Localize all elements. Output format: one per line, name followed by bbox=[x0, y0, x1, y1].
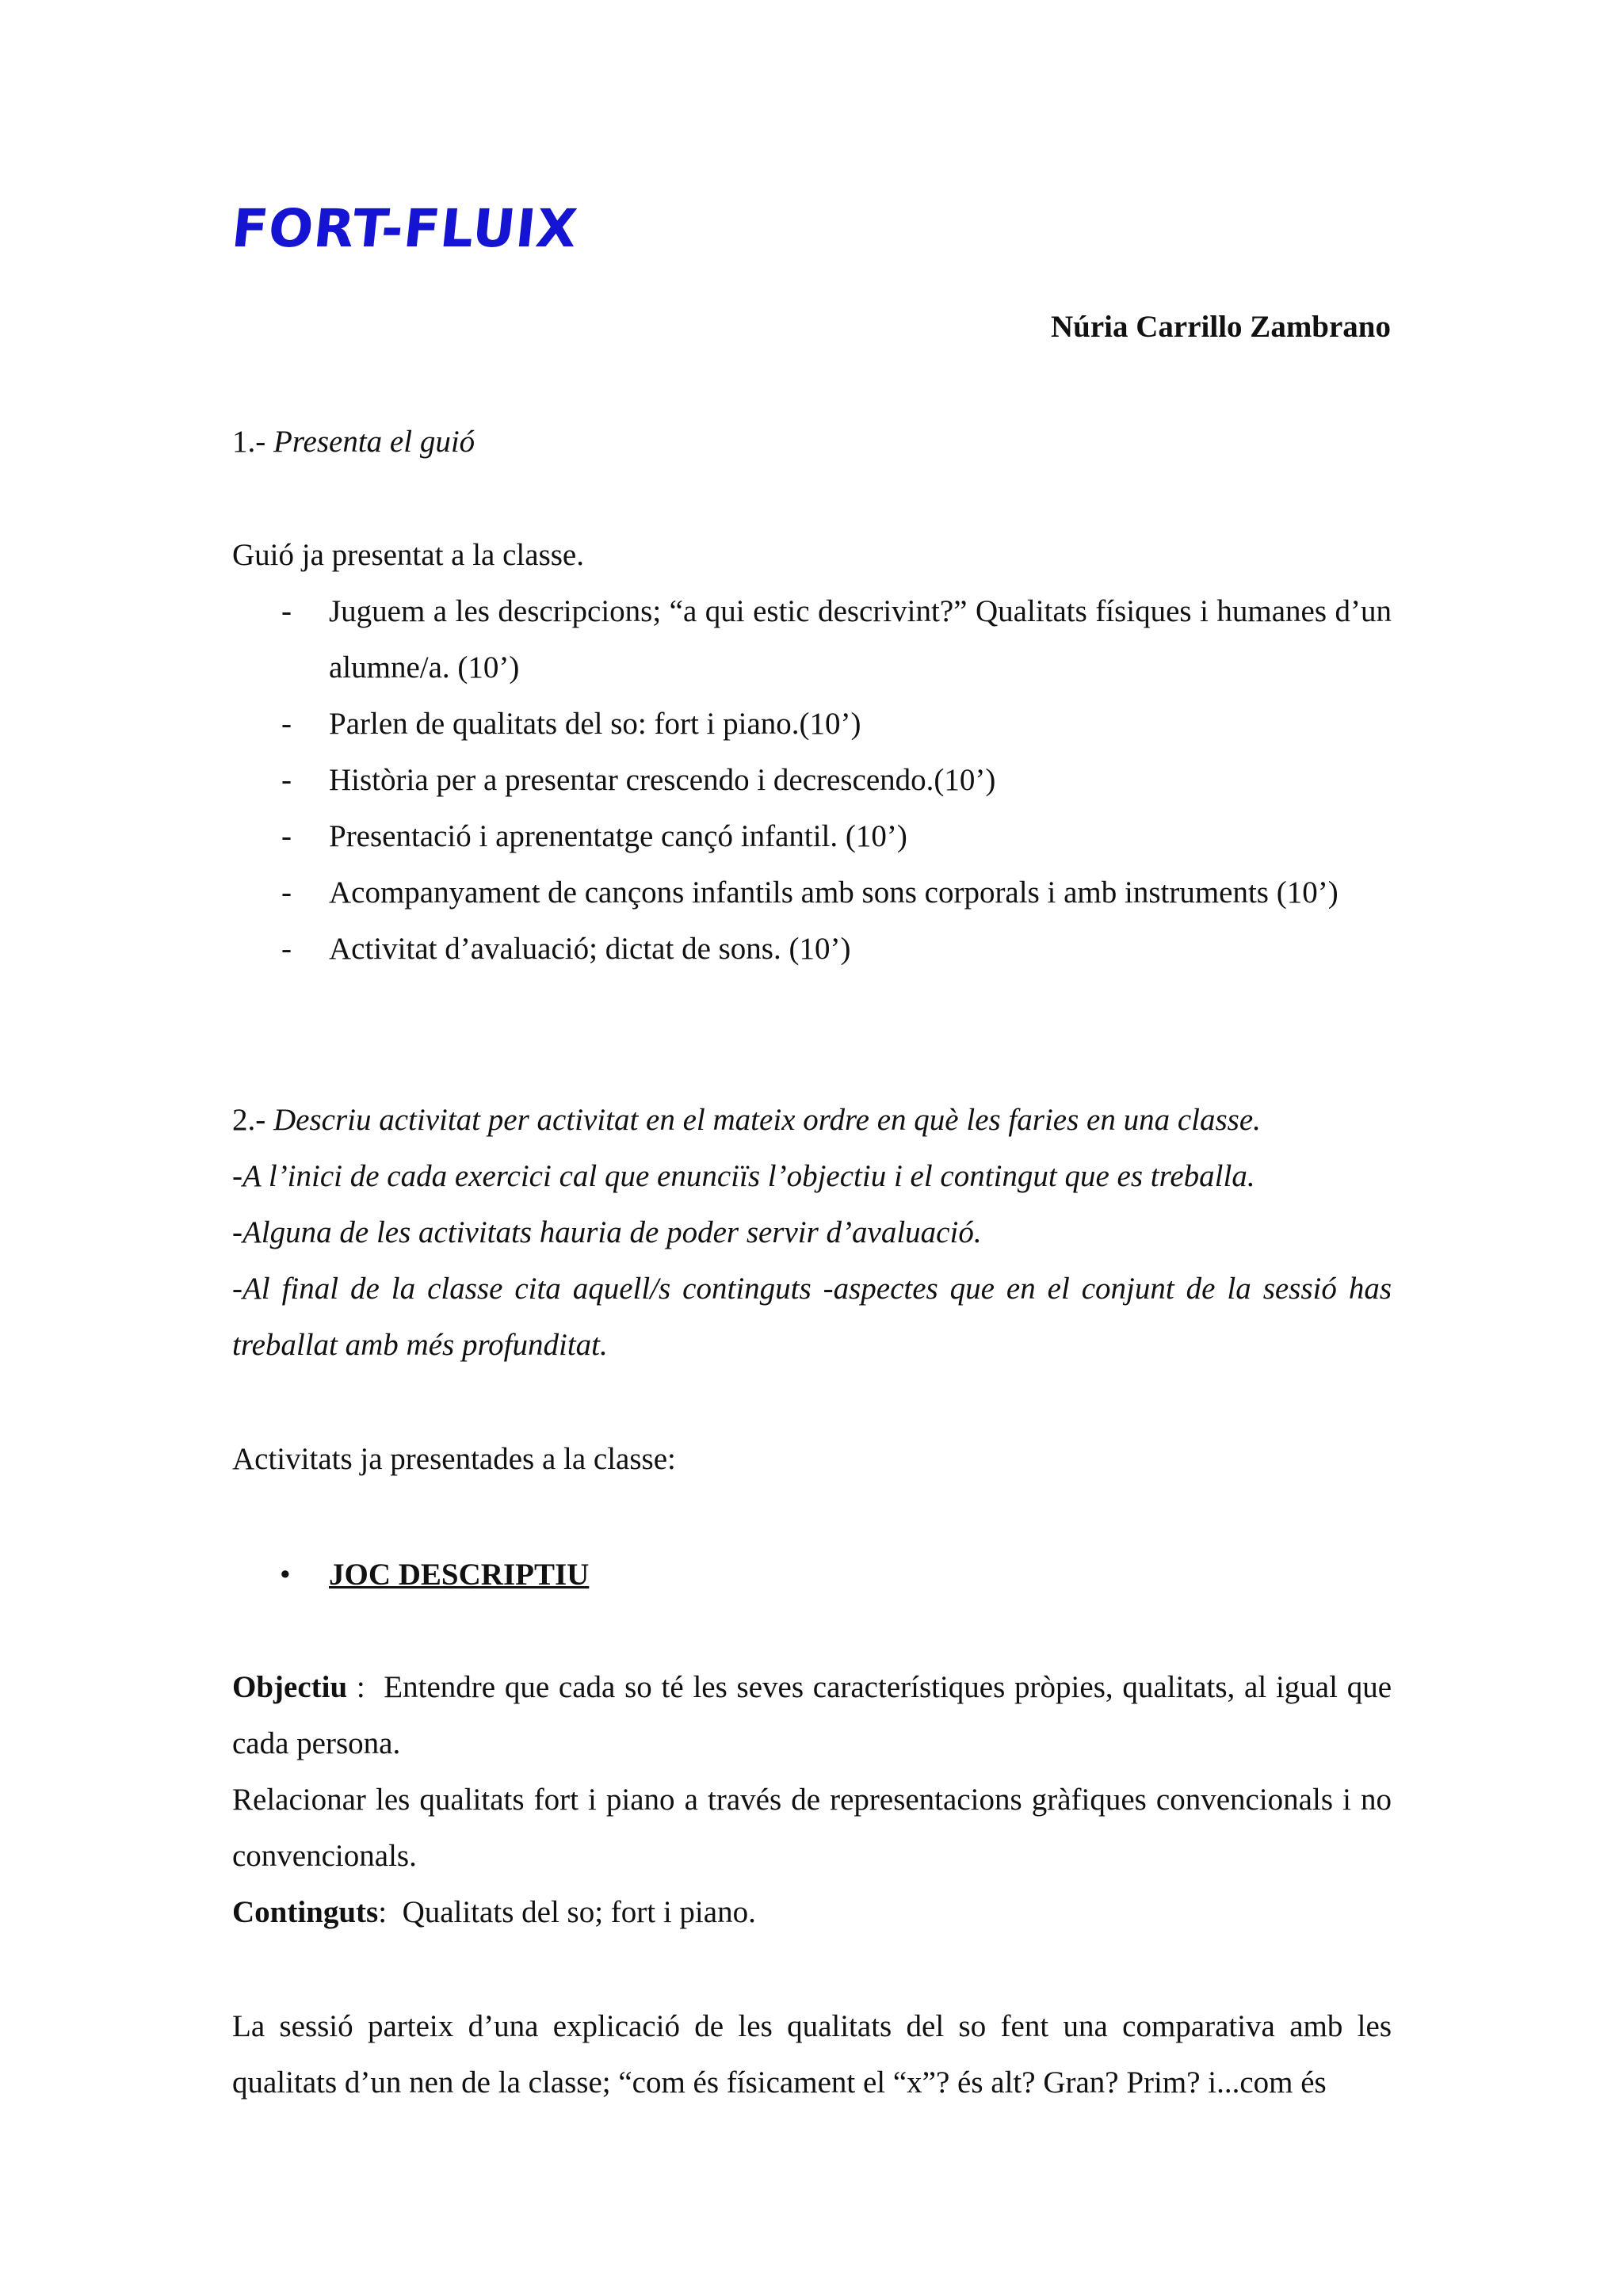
section2-instructions bbox=[232, 1092, 1392, 1373]
section2-line: -Alguna de les activitats hauria de poder servir d’avaluació. bbox=[232, 1215, 982, 1249]
list-item bbox=[232, 583, 1392, 696]
list-item-text: Història per a presentar crescendo i decrescendo.(10’) bbox=[329, 763, 996, 797]
activities-intro: Activitats ja presentades a la classe: bbox=[232, 1442, 676, 1476]
bullet-icon: • bbox=[280, 1558, 291, 1592]
activity-title: JOC DESCRIPTIU bbox=[329, 1558, 590, 1592]
section1-number: 1.- bbox=[232, 425, 266, 459]
objective-text: Entendre que cada so té les seves característiques pròpies, qualitats, al igual que cada persona. bbox=[232, 1670, 1392, 1760]
objective-paragraph: Objectiu : Entendre que cada so té les seves característiques pròpies, qualitats, al igual que cada persona. bbox=[232, 1670, 1392, 1760]
dash-marker: - bbox=[281, 594, 292, 628]
dash-marker: - bbox=[281, 819, 292, 853]
list-item-text: Juguem a les descripcions; “a qui estic descrivint?” Qualitats físiques i humanes d’un alumne/a. (10’) bbox=[329, 594, 1392, 685]
section1-title: Presenta el guió bbox=[273, 425, 475, 459]
list-item bbox=[232, 808, 1392, 864]
objective-label: Objectiu bbox=[232, 1670, 348, 1704]
author-name: Núria Carrillo Zambrano bbox=[1051, 310, 1391, 344]
list-item-text: Parlen de qualitats del so: fort i piano.(10’) bbox=[329, 707, 861, 741]
list-item bbox=[232, 696, 1392, 752]
list-item bbox=[232, 921, 1392, 977]
dash-marker: - bbox=[281, 875, 292, 910]
session-paragraph: La sessió parteix d’una explicació de les qualitats del so fent una comparativa amb les qualitats d’un nen de la classe; “com és físicament el “x”? és alt? Gran? Prim? i...com és bbox=[232, 2009, 1392, 2100]
list-item bbox=[232, 864, 1392, 921]
section2-line bbox=[232, 1092, 1392, 1148]
section1-intro: Guió ja presentat a la classe. bbox=[232, 538, 584, 572]
document-title: FORT-FLUIX bbox=[228, 198, 581, 259]
section1-heading bbox=[232, 414, 1392, 470]
script-list bbox=[232, 583, 1392, 977]
dash-marker: - bbox=[281, 763, 292, 797]
contents-label: Continguts bbox=[232, 1895, 379, 1929]
section2-number: 2.- bbox=[232, 1103, 266, 1137]
list-item bbox=[232, 752, 1392, 808]
activity-objective bbox=[232, 1659, 1392, 1940]
list-item-text: Presentació i aprenentatge cançó infantil. (10’) bbox=[329, 819, 907, 853]
contents-text: Qualitats del so; fort i piano. bbox=[402, 1895, 756, 1929]
section2-line: -Al final de la classe cita aquell/s continguts -aspectes que en el conjunt de la sessió has treballat amb més profunditat. bbox=[232, 1272, 1392, 1362]
list-item-text: Acompanyament de cançons infantils amb sons corporals i amb instruments (10’) bbox=[329, 875, 1338, 910]
dash-marker: - bbox=[281, 707, 292, 741]
section2-heading: Descriu activitat per activitat en el mateix ordre en què les faries en una classe. bbox=[273, 1103, 1261, 1137]
objective-paragraph-2: Relacionar les qualitats fort i piano a través de representacions gràfiques convencionals i no convencionals. bbox=[232, 1783, 1392, 1873]
list-item-text: Activitat d’avaluació; dictat de sons. (10’) bbox=[329, 932, 851, 966]
contents-paragraph: Continguts: Qualitats del so; fort i piano. bbox=[232, 1895, 756, 1929]
section2-line: -A l’inici de cada exercici cal que enunciïs l’objectiu i el contingut que es treballa. bbox=[232, 1159, 1255, 1193]
dash-marker: - bbox=[281, 932, 292, 966]
